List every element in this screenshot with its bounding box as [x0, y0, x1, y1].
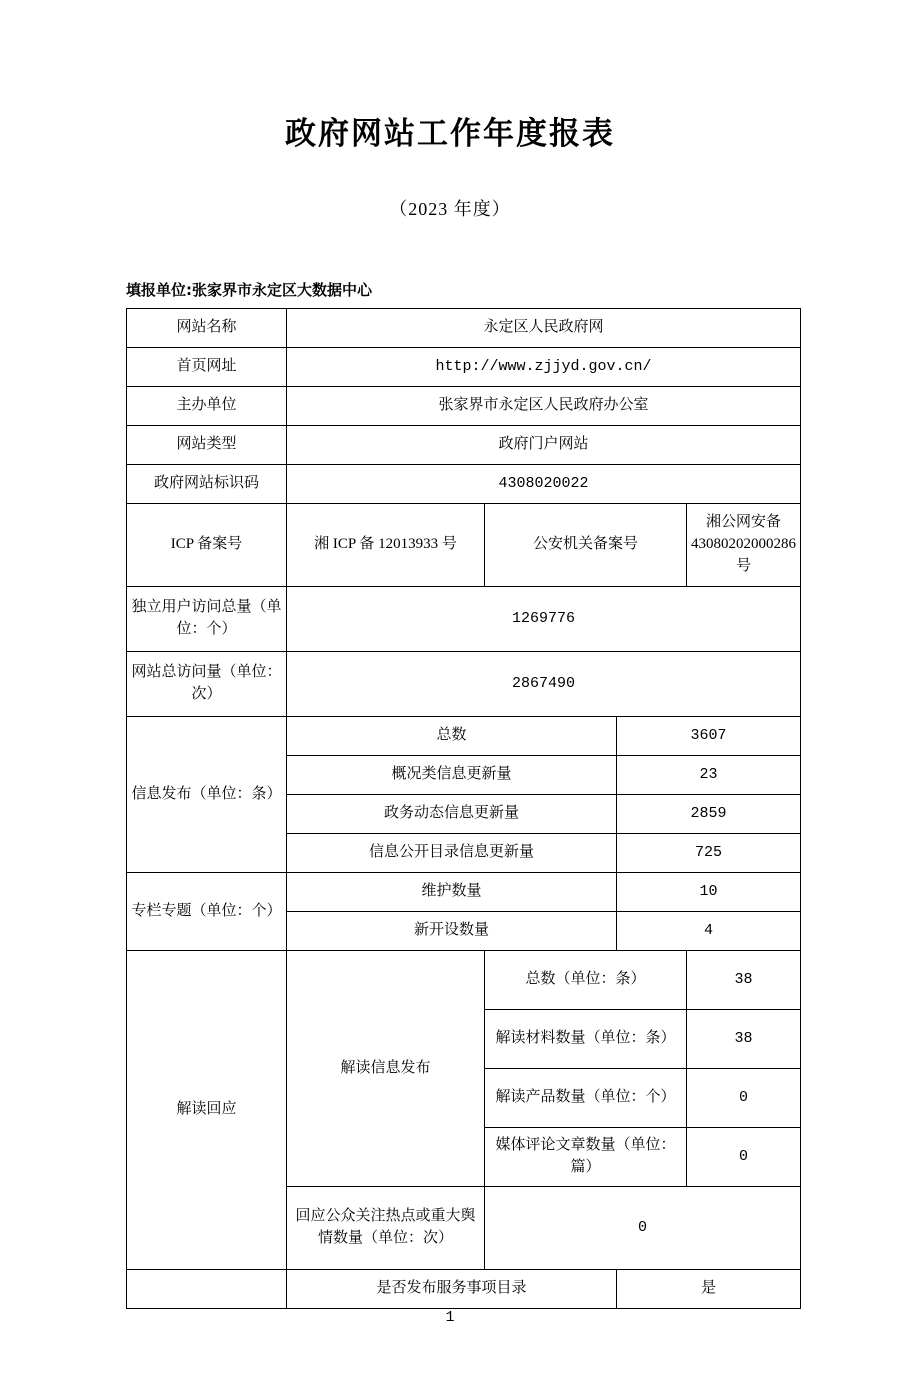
table-row [127, 465, 801, 504]
interpret-item-label: 总数（单位：条） [485, 951, 687, 1010]
info-publish-item-value: 2859 [617, 795, 801, 834]
service-catalog-label: 是否发布服务事项目录 [287, 1270, 617, 1309]
info-publish-item-value: 3607 [617, 717, 801, 756]
table-row [127, 309, 801, 348]
site-code-label: 政府网站标识码 [127, 465, 287, 504]
interpret-item-label: 解读产品数量（单位：个） [485, 1069, 687, 1128]
page-subtitle: （2023 年度） [389, 199, 511, 219]
interpret-item-value: 0 [687, 1069, 801, 1128]
filing-unit-line: 填报单位:张家界市永定区大数据中心 [126, 281, 373, 299]
interpret-item-label: 解读材料数量（单位：条） [485, 1010, 687, 1069]
service-catalog-value: 是 [617, 1270, 801, 1309]
table-row [127, 652, 801, 717]
interpret-item-value: 0 [687, 1128, 801, 1187]
special-column-item-value: 4 [617, 912, 801, 951]
info-publish-label: 信息发布（单位：条） [127, 717, 287, 873]
info-publish-item-label: 总数 [287, 717, 617, 756]
host-unit-value: 张家界市永定区人民政府办公室 [287, 387, 801, 426]
hotspot-response-value: 0 [485, 1187, 801, 1270]
host-unit-label: 主办单位 [127, 387, 287, 426]
homepage-label: 首页网址 [127, 348, 287, 387]
info-publish-item-label: 概况类信息更新量 [287, 756, 617, 795]
info-publish-item-label: 信息公开目录信息更新量 [287, 834, 617, 873]
homepage-value: http://www.zjjyd.gov.cn/ [287, 348, 801, 387]
interpret-item-value: 38 [687, 1010, 801, 1069]
hotspot-response-label: 回应公众关注热点或重大舆情数量（单位：次） [287, 1187, 485, 1270]
table-row [127, 951, 801, 1010]
icp-label: ICP 备案号 [127, 504, 287, 587]
special-column-item-label: 维护数量 [287, 873, 617, 912]
table-row [127, 1270, 801, 1309]
unique-visitors-value: 1269776 [287, 587, 801, 652]
table-row [127, 587, 801, 652]
site-name-value: 永定区人民政府网 [287, 309, 801, 348]
total-visits-value: 2867490 [287, 652, 801, 717]
interpret-item-label: 媒体评论文章数量（单位：篇） [485, 1128, 687, 1187]
empty-cell [127, 1270, 287, 1309]
icp-value: 湘 ICP 备 12013933 号 [287, 504, 485, 587]
document-page [0, 108, 900, 1380]
interpret-item-value: 38 [687, 951, 801, 1010]
total-visits-label: 网站总访问量（单位：次） [127, 652, 287, 717]
page-number: 1 [445, 1309, 455, 1326]
table-row [127, 387, 801, 426]
site-name-label: 网站名称 [127, 309, 287, 348]
annual-report-table [126, 308, 801, 1309]
police-record-value: 湘公网安备 43080202000286 号 [687, 504, 801, 587]
info-publish-item-label: 政务动态信息更新量 [287, 795, 617, 834]
special-column-label: 专栏专题（单位：个） [127, 873, 287, 951]
table-row [127, 426, 801, 465]
special-column-item-label: 新开设数量 [287, 912, 617, 951]
interpret-publish-label: 解读信息发布 [287, 951, 485, 1187]
info-publish-item-value: 23 [617, 756, 801, 795]
table-row [127, 504, 801, 587]
interpret-response-label: 解读回应 [127, 951, 287, 1270]
site-code-value: 4308020022 [287, 465, 801, 504]
site-type-label: 网站类型 [127, 426, 287, 465]
site-type-value: 政府门户网站 [287, 426, 801, 465]
special-column-item-value: 10 [617, 873, 801, 912]
police-record-label: 公安机关备案号 [485, 504, 687, 587]
unique-visitors-label: 独立用户访问总量（单位：个） [127, 587, 287, 652]
table-row [127, 717, 801, 756]
page-title: 政府网站工作年度报表 [285, 116, 615, 152]
info-publish-item-value: 725 [617, 834, 801, 873]
table-row [127, 348, 801, 387]
table-row [127, 873, 801, 912]
